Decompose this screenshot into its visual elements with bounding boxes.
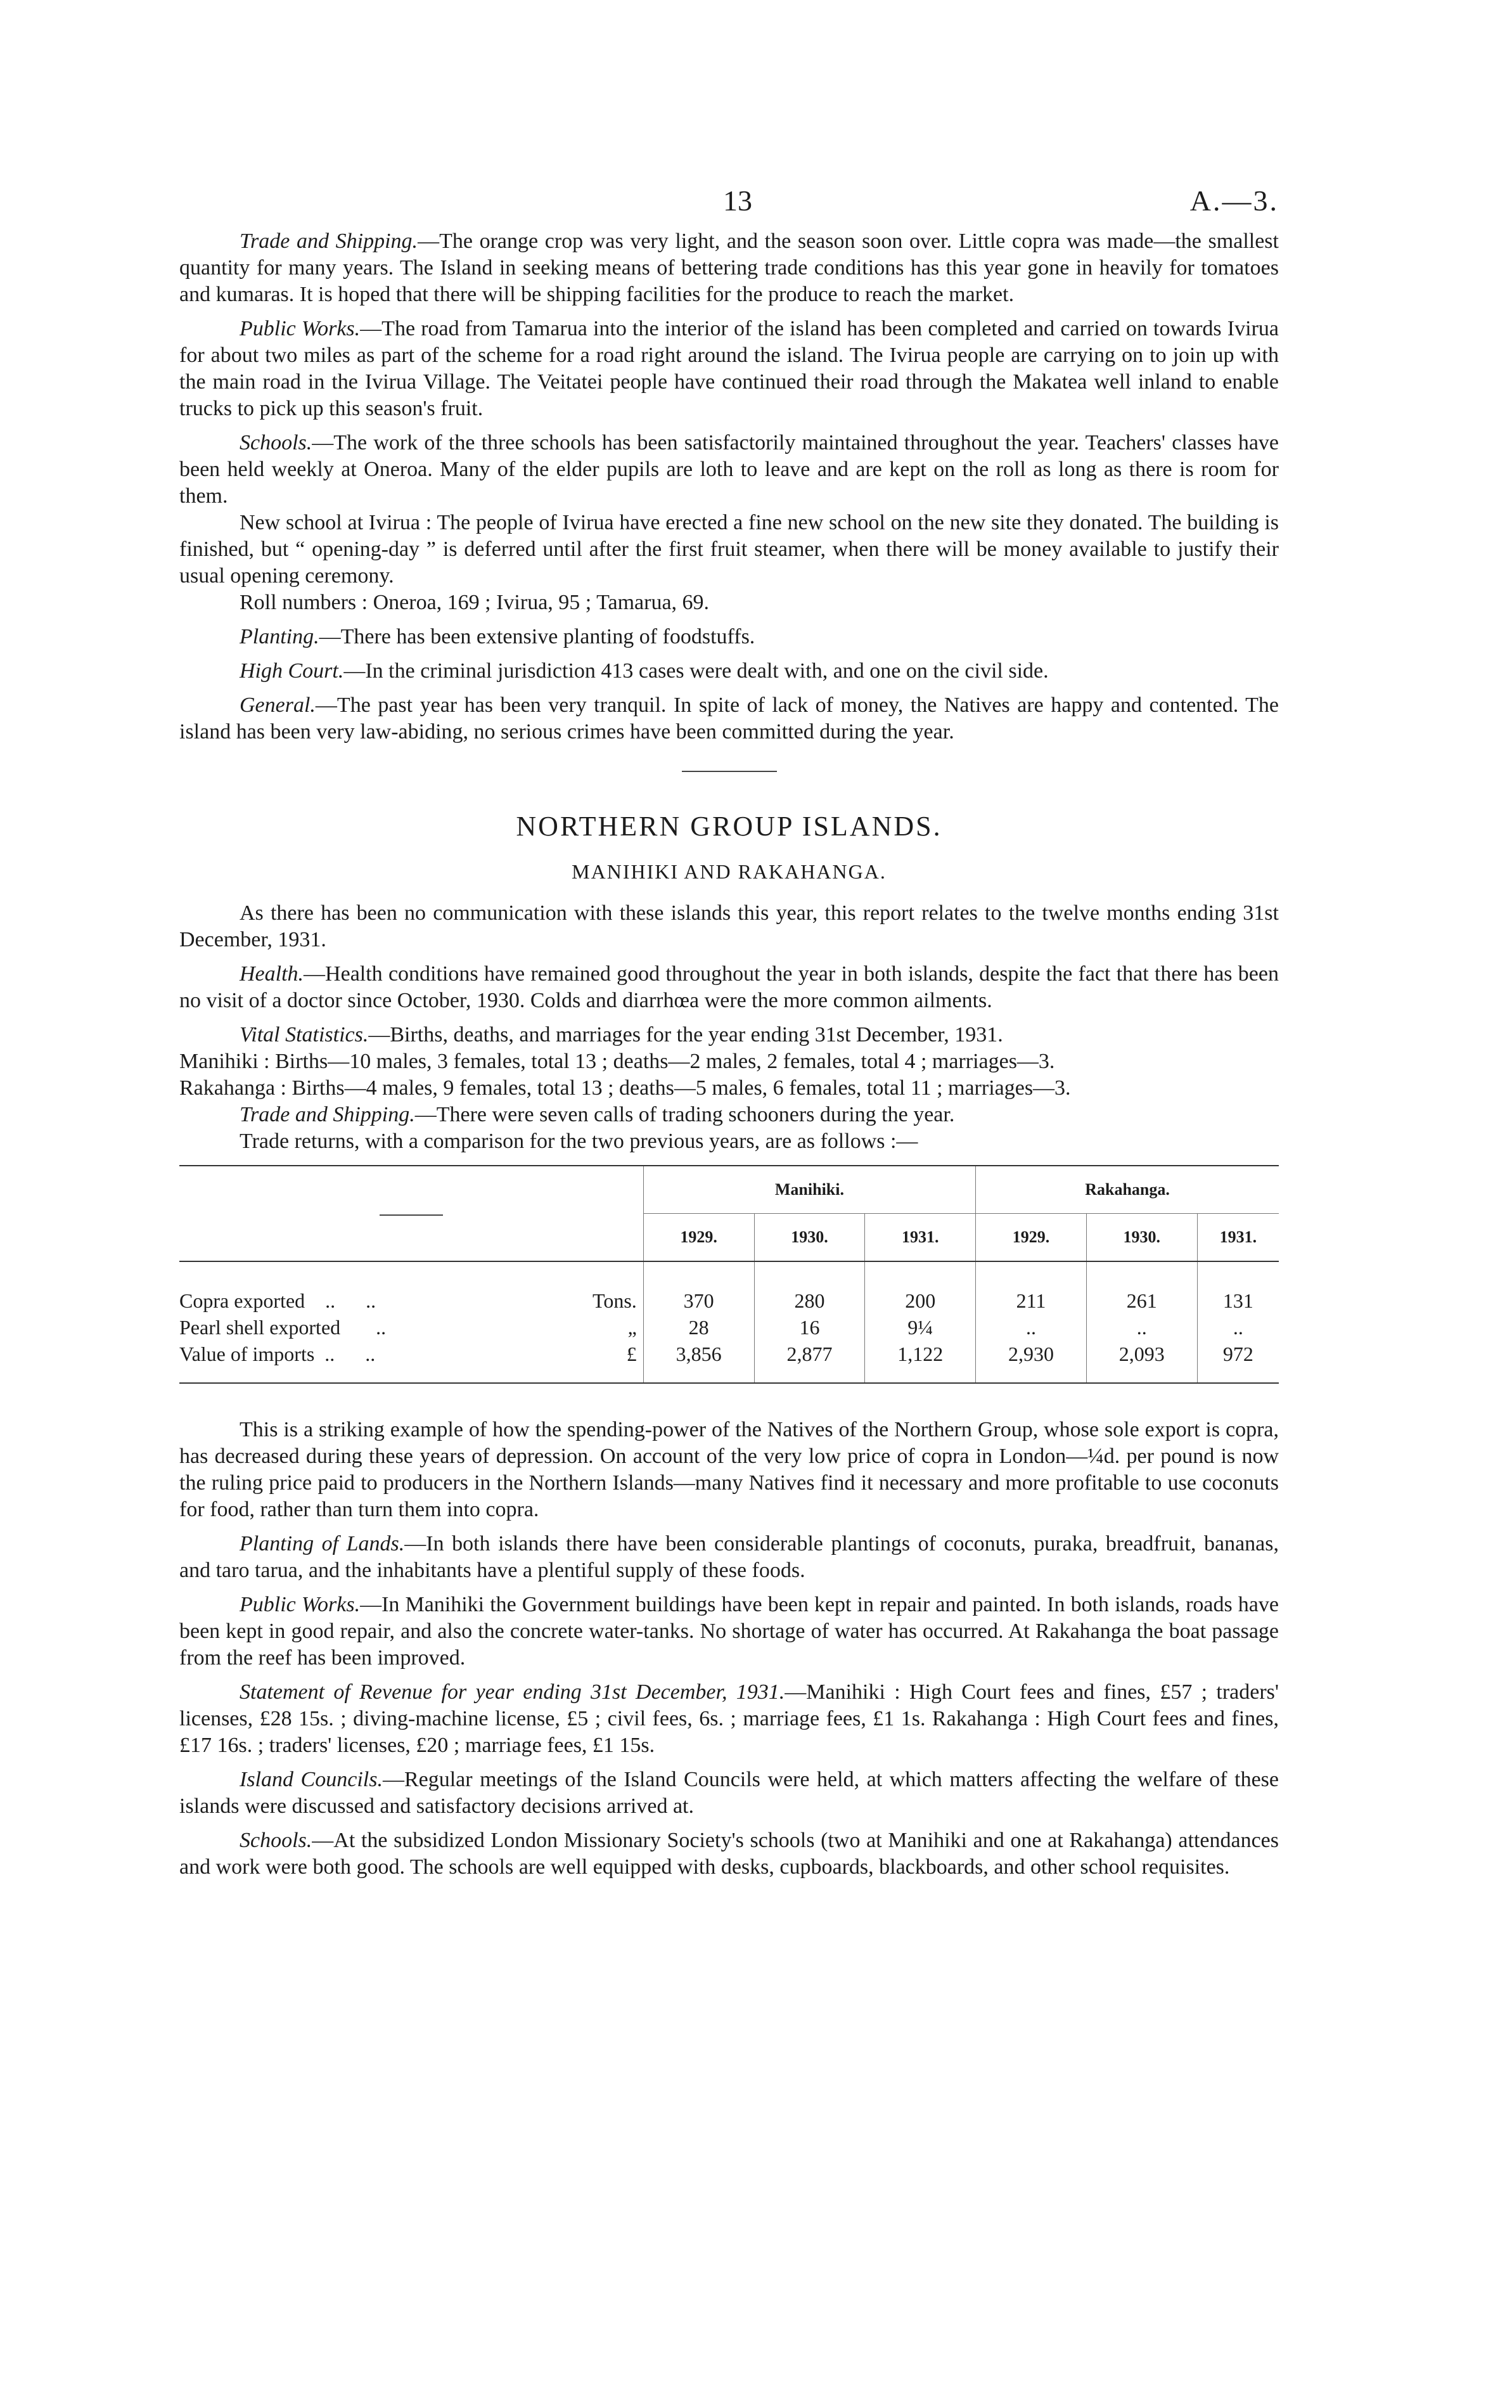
table-cell: 370 — [643, 1261, 754, 1314]
section-subtitle: MANIHIKI AND RAKAHANGA. — [572, 860, 887, 883]
table-cell: 1,122 — [865, 1341, 976, 1383]
table-cell: 2,093 — [1086, 1341, 1197, 1383]
row-leader: .. .. — [325, 1289, 376, 1312]
row-label: Value of imports — [179, 1342, 315, 1365]
header-dash — [380, 1214, 443, 1216]
table-cell: 261 — [1086, 1261, 1197, 1314]
paragraph-schools-northern: Schools.—At the subsidized London Missionary Society's schools (two at Manihiki and one at Rakahanga) attendances and work were both good. The schools are well equipped with desks, cupboards, blackboards, and other school requisites. — [179, 1829, 1279, 1879]
table-cell: .. — [1086, 1314, 1197, 1341]
table-row — [179, 1341, 1279, 1383]
paragraph-intro: As there has been no communication with these islands this year, this report relates to the twelve months ending 31st December, 1931. — [179, 901, 1279, 951]
table-row — [179, 1261, 1279, 1314]
table-cell: 200 — [865, 1261, 976, 1314]
year-header: 1929. — [976, 1214, 1087, 1262]
row-unit: „ — [627, 1316, 637, 1339]
document-reference: A.—3. — [1189, 184, 1279, 217]
paragraph-general: General.—The past year has been very tranquil. In spite of lack of money, the Natives are happy and contented. The island has been very law-abiding, no serious crimes have been committed during the year. — [179, 693, 1279, 744]
table-cell: 972 — [1197, 1341, 1279, 1383]
table-cell: 9¼ — [865, 1314, 976, 1341]
table-cell: 211 — [976, 1261, 1087, 1314]
paragraph-schools: Schools.—The work of the three schools has been satisfactorily maintained throughout the year. Teachers' classes have been held weekly at Oneroa. Many of the elder pupils are loth to leave and are kept on the roll as long as there is room for them. — [179, 431, 1279, 508]
trade-returns-table — [179, 1165, 1279, 1384]
table-cell: .. — [976, 1314, 1087, 1341]
table-cell: 280 — [754, 1261, 865, 1314]
vital-statistics-heading: Vital Statistics.—Births, deaths, and marriages for the year ending 31st December, 1931. — [240, 1023, 1003, 1046]
year-header: 1931. — [865, 1214, 976, 1262]
paragraph-planting: Planting.—There has been extensive planting of foodstuffs. — [240, 625, 755, 648]
table-cell: 16 — [754, 1314, 865, 1341]
table-group-header — [179, 1166, 1279, 1214]
year-header: 1930. — [1086, 1214, 1197, 1262]
row-label: Copra exported — [179, 1289, 305, 1312]
table-row — [179, 1314, 1279, 1341]
table-cell: 131 — [1197, 1261, 1279, 1314]
year-header: 1929. — [643, 1214, 754, 1262]
paragraph-high-court: High Court.—In the criminal jurisdiction 413 cases were dealt with, and one on the civil side. — [240, 659, 1049, 683]
paragraph-public-works-northern: Public Works.—In Manihiki the Government buildings have been kept in repair and painted. In both islands, roads have been kept in good repair, and also the concrete water-tanks. No shortage of water has occurred. At Rakahanga the boat passage from the reef has been improved. — [179, 1593, 1279, 1670]
row-leader: .. — [376, 1316, 387, 1339]
paragraph-planting-of-lands: Planting of Lands.—In both islands there have been considerable plantings of coconuts, puraka, breadfruit, bananas, and taro tarua, and the inhabitants have a plentiful supply of these foods. — [179, 1532, 1279, 1582]
trade-shipping-heading: Trade and Shipping.—There were seven calls of trading schooners during the year. — [240, 1103, 955, 1126]
paragraph-spending-power: This is a striking example of how the spending-power of the Natives of the Northern Group, whose sole export is copra, has decreased during these years of depression. On account of the very low price of copra in London—¼d. per pound is now the ruling price paid to producers in the Northern Islands—many Natives find it necessary and more profitable to use coconuts for food, rather than turn them into copra. — [179, 1418, 1279, 1521]
group-manihiki: Manihiki. — [643, 1166, 975, 1214]
vital-statistics-rakahanga: Rakahanga : Births—4 males, 9 females, total 13 ; deaths—5 males, 6 females, total 11 ; marriages—3. — [179, 1076, 1071, 1100]
paragraph-trade-shipping: Trade and Shipping.—The orange crop was very light, and the season soon over. Little copra was made—the smallest quantity for many years. The Island in seeking means of bettering trade conditions has this year gone in heavily for tomatoes and kumaras. It is hoped that there will be shipping facilities for the produce to reach the market. — [179, 229, 1279, 306]
roll-numbers: Roll numbers : Oneroa, 169 ; Ivirua, 95 ; Tamarua, 69. — [240, 591, 710, 614]
table-cell: .. — [1197, 1314, 1279, 1341]
page-number: 13 — [723, 184, 752, 217]
paragraph-new-school: New school at Ivirua : The people of Ivirua have erected a fine new school on the new site they donated. The building is finished, but “ opening-day ” is deferred until after the first fruit steamer, when there will be money available to justify their usual opening ceremony. — [179, 511, 1279, 588]
vital-statistics-manihiki: Manihiki : Births—10 males, 3 females, total 13 ; deaths—2 males, 2 females, total 4 ; marriages—3. — [179, 1050, 1055, 1073]
paragraph-island-councils: Island Councils.—Regular meetings of the Island Councils were held, at which matters affecting the welfare of these islands were discussed and satisfactory decisions arrived at. — [179, 1768, 1279, 1818]
row-label: Pearl shell exported — [179, 1316, 341, 1339]
row-leader: .. .. — [324, 1342, 376, 1365]
year-header: 1931. — [1197, 1214, 1279, 1262]
document-page — [179, 184, 1279, 1888]
paragraph-revenue-statement: Statement of Revenue for year ending 31st December, 1931.—Manihiki : High Court fees and fines, £57 ; traders' licenses, £28 15s. ; diving-machine license, £5 ; civil fees, 6s. ; marriage fees, £1 1s. Rakahanga : High Court fees and fines, £17 16s. ; traders' licenses, £20 ; marriage fees, £1 15s. — [179, 1680, 1279, 1757]
page-header — [179, 184, 1279, 228]
paragraph-public-works: Public Works.—The road from Tamarua into the interior of the island has been completed and carried on towards Ivirua for about two miles as part of the scheme for a road right around the island. The Ivirua people are carrying on to join up with the main road in the Ivirua Village. The Veitatei people have continued their road through the Makatea well inland to enable trucks to pick up this season's fruit. — [179, 317, 1279, 420]
paragraph-health: Health.—Health conditions have remained good throughout the year in both islands, despite the fact that there has been no visit of a doctor since October, 1930. Colds and diarrhœa were the more common ailments. — [179, 962, 1279, 1012]
table-cell: 2,877 — [754, 1341, 865, 1383]
trade-returns-intro: Trade returns, with a comparison for the two previous years, are as follows :— — [240, 1130, 918, 1153]
section-divider — [682, 771, 777, 772]
section-title: NORTHERN GROUP ISLANDS. — [516, 811, 942, 842]
row-unit: Tons. — [593, 1289, 637, 1312]
year-header: 1930. — [754, 1214, 865, 1262]
group-rakahanga: Rakahanga. — [976, 1166, 1279, 1214]
table-cell: 3,856 — [643, 1341, 754, 1383]
row-unit: £ — [580, 1341, 644, 1383]
table-cell: 2,930 — [976, 1341, 1087, 1383]
table-cell: 28 — [643, 1314, 754, 1341]
